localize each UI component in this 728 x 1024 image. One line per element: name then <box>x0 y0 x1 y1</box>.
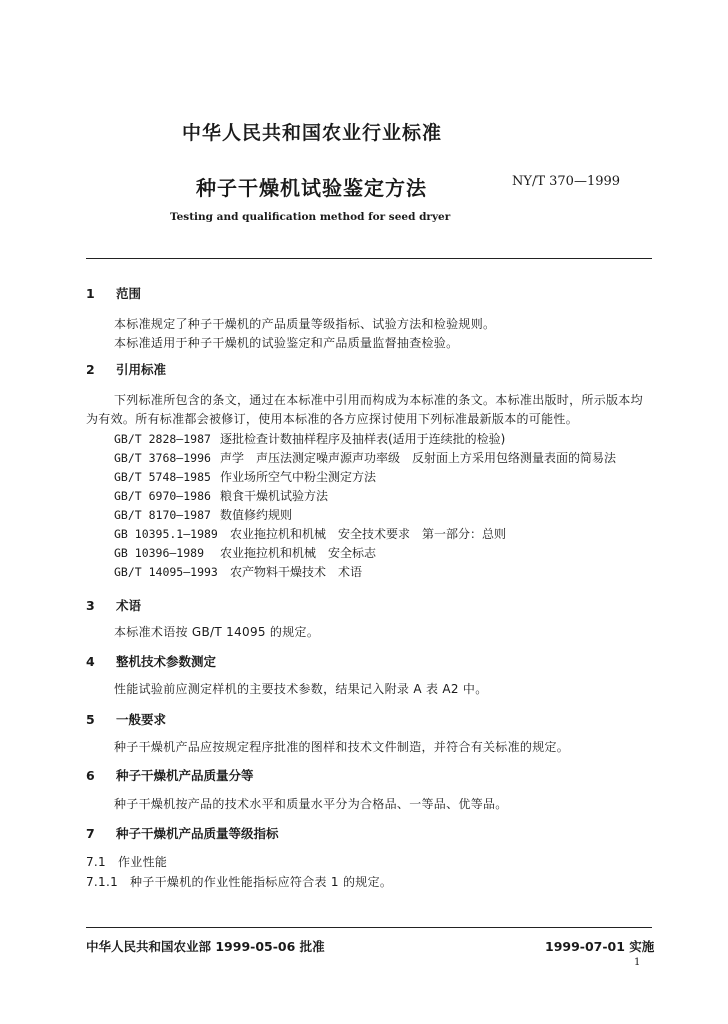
section-number: 3 <box>86 598 95 613</box>
reference-code: GB/T 14095—1993 <box>114 565 218 579</box>
section-heading <box>86 824 279 842</box>
reference-name: 粮食干燥机试验方法 <box>220 489 329 503</box>
paragraph: 下列标准所包含的条文，通过在本标准中引用而构成为本标准的条文。本标准出版时，所示版本均 <box>114 393 643 407</box>
section-title: 整机技术参数测定 <box>116 654 217 669</box>
section-title: 范围 <box>116 286 142 301</box>
approval-info: 中华人民共和国农业部 1999-05-06 批准 <box>86 939 325 954</box>
section-heading <box>86 710 166 728</box>
reference-item <box>114 468 376 485</box>
subsection-heading <box>86 853 167 870</box>
section-number: 6 <box>86 768 95 783</box>
reference-code: GB 10396—1989 <box>114 546 205 560</box>
clause <box>86 873 392 890</box>
document-title: 种子干燥机试验鉴定方法 <box>196 176 427 200</box>
paragraph: 本标准适用于种子干燥机的试验鉴定和产品质量监督抽查检验。 <box>114 336 459 350</box>
section-title: 引用标准 <box>116 362 167 377</box>
paragraph: 种子干燥机产品应按规定程序批准的图样和技术文件制造，并符合有关标准的规定。 <box>114 740 570 754</box>
reference-name: 农业拖拉机和机械 安全技术要求 第一部分：总则 <box>230 527 507 541</box>
reference-name: 逐批检查计数抽样程序及抽样表(适用于连续批的检验) <box>220 432 506 446</box>
page-number: 1 <box>634 957 641 968</box>
section-title: 一般要求 <box>116 712 167 727</box>
subsection-number: 7.1 <box>86 855 106 869</box>
reference-name: 农业拖拉机和机械 安全标志 <box>220 546 377 560</box>
clause-text: 种子干燥机的作业性能指标应符合表 1 的规定。 <box>130 875 393 889</box>
section-heading <box>86 652 216 670</box>
reference-code: GB 10395.1—1989 <box>114 527 218 541</box>
reference-item <box>114 487 328 504</box>
reference-code: GB/T 5748—1985 <box>114 470 211 484</box>
section-title: 种子干燥机产品质量分等 <box>116 768 254 783</box>
footer-divider <box>86 927 652 928</box>
section-heading <box>86 596 141 614</box>
header-divider <box>86 258 652 259</box>
reference-item <box>114 430 505 447</box>
reference-item <box>114 544 376 561</box>
subsection-title: 作业性能 <box>118 855 168 869</box>
effective-date: 1999-07-01 实施 <box>545 939 655 954</box>
reference-item <box>114 525 506 542</box>
reference-item <box>114 449 616 466</box>
paragraph: 本标准术语按 GB/T 14095 的规定。 <box>114 625 320 639</box>
reference-code: GB/T 2828—1987 <box>114 432 211 446</box>
reference-item <box>114 563 362 580</box>
issuing-agency: 中华人民共和国农业行业标准 <box>182 122 443 144</box>
reference-name: 农产物料干燥技术 术语 <box>230 565 363 579</box>
section-title: 种子干燥机产品质量等级指标 <box>116 826 279 841</box>
section-heading <box>86 284 141 302</box>
paragraph: 性能试验前应测定样机的主要技术参数，结果记入附录 A 表 A2 中。 <box>114 682 488 696</box>
reference-name: 数值修约规则 <box>220 508 293 522</box>
reference-code: GB/T 8170—1987 <box>114 508 211 522</box>
paragraph: 种子干燥机按产品的技术水平和质量水平分为合格品、一等品、优等品。 <box>114 797 508 811</box>
english-title: Testing and qualification method for seed dryer <box>170 211 451 223</box>
reference-code: GB/T 3768—1996 <box>114 451 211 465</box>
paragraph: 本标准规定了种子干燥机的产品质量等级指标、试验方法和检验规则。 <box>114 317 496 331</box>
clause-number: 7.1.1 <box>86 875 119 889</box>
standard-number: NY/T 370—1999 <box>512 174 621 189</box>
paragraph: 为有效。所有标准都会被修订，使用本标准的各方应探讨使用下列标准最新版本的可能性。 <box>86 412 579 426</box>
section-number: 2 <box>86 362 95 377</box>
reference-name: 声学 声压法测定噪声源声功率级 反射面上方采用包络测量表面的简易法 <box>220 451 617 465</box>
reference-item <box>114 506 292 523</box>
section-number: 1 <box>86 286 95 301</box>
section-heading <box>86 766 254 784</box>
section-title: 术语 <box>116 598 142 613</box>
reference-code: GB/T 6970—1986 <box>114 489 211 503</box>
section-number: 7 <box>86 826 95 841</box>
section-number: 5 <box>86 712 95 727</box>
section-number: 4 <box>86 654 95 669</box>
section-heading <box>86 360 166 378</box>
reference-name: 作业场所空气中粉尘测定方法 <box>220 470 377 484</box>
